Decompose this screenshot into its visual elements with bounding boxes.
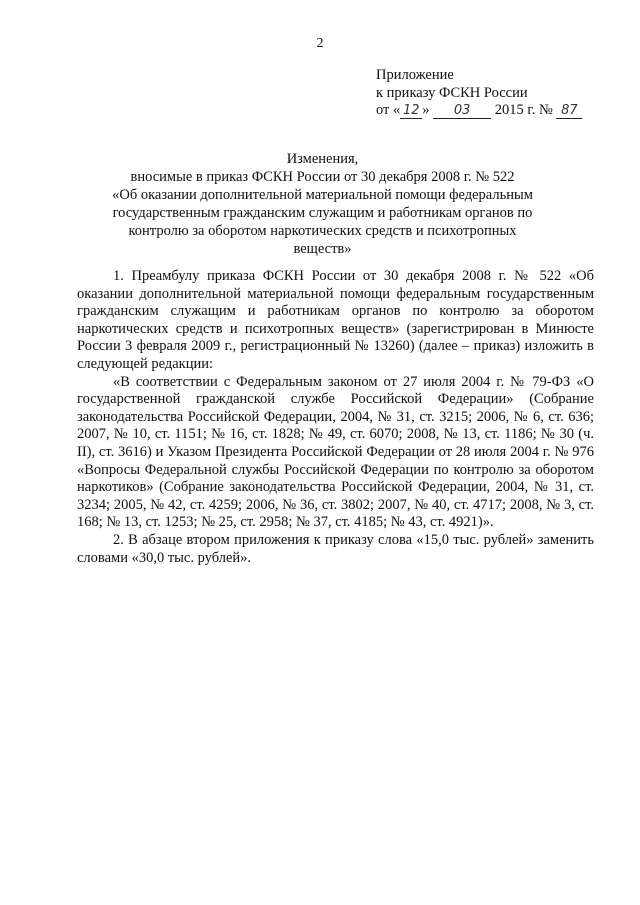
title-order-name: «Об оказании дополнительной материальной помощи федеральным государственным гражданским служащим и работникам органов по контролю за оборотом наркотических средств и психотропных веществ» [112,187,533,257]
appendix-header [376,67,582,120]
appendix-order-ref: к приказу ФСКН России [376,84,528,101]
document-title [100,150,545,258]
date-prefix: от « [376,102,401,118]
appendix-date-line [376,102,582,120]
date-year: 2015 г. № [494,102,553,118]
date-day: 12 [400,104,422,119]
paragraph-1: 1. Преамбулу приказа ФСКН России от 30 декабря 2008 г. № 522 «Об оказании дополнительной материальной помощи федеральным государственным гражданским служащим и работникам органов по контролю за оборотом наркотических средств и психотропных веществ» (зарегистрирован в Минюсте России 3 февраля 2009 г., регистрационный № 13260) (далее – приказ) изложить в следующей редакции: [77,268,594,372]
title-subheading: вносимые в приказ ФСКН России от 30 декабря 2008 г. № 522 [130,169,515,185]
title-heading: Изменения, [286,151,359,167]
date-mid: » [422,102,430,118]
appendix-label: Приложение [376,67,454,83]
date-month: 03 [433,104,491,119]
order-number: 87 [556,104,582,119]
paragraph-2: «В соответствии с Федеральным законом от 27 июля 2004 г. № 79-ФЗ «О государственной гражданской службе Российской Федерации» (Собрание законодательства Российской Федерации, 2004, № 31, ст. 3215; 2006, № 6, ст. 636; 2007, № 10, ст. 1151; № 16, ст. 1828; № 49, ст. 6070; 2008, № 13, ст. 1186; № 30 (ч. II), ст. 3616) и Указом Президента Российской Федерации от 28 июля 2004 г. № 976 «Вопросы Федеральной службы Российской Федерации по контролю за оборотом наркотиков» (Собрание законодательства Российской Федерации, 2004, № 31, ст. 3234; 2005, № 42, ст. 4259; 2006, № 36, ст. 3802; 2007, № 40, ст. 4717; 2008, № 3, ст. 168; № 13, ст. 1253; № 25, ст. 2958; № 37, ст. 4185; № 43, ст. 4921)». [77,373,594,531]
document-body [77,268,594,567]
paragraph-3: 2. В абзаце втором приложения к приказу слова «15,0 тыс. рублей» заменить словами «30,0 тыс. рублей». [77,531,594,566]
page-number: 2 [316,36,324,51]
